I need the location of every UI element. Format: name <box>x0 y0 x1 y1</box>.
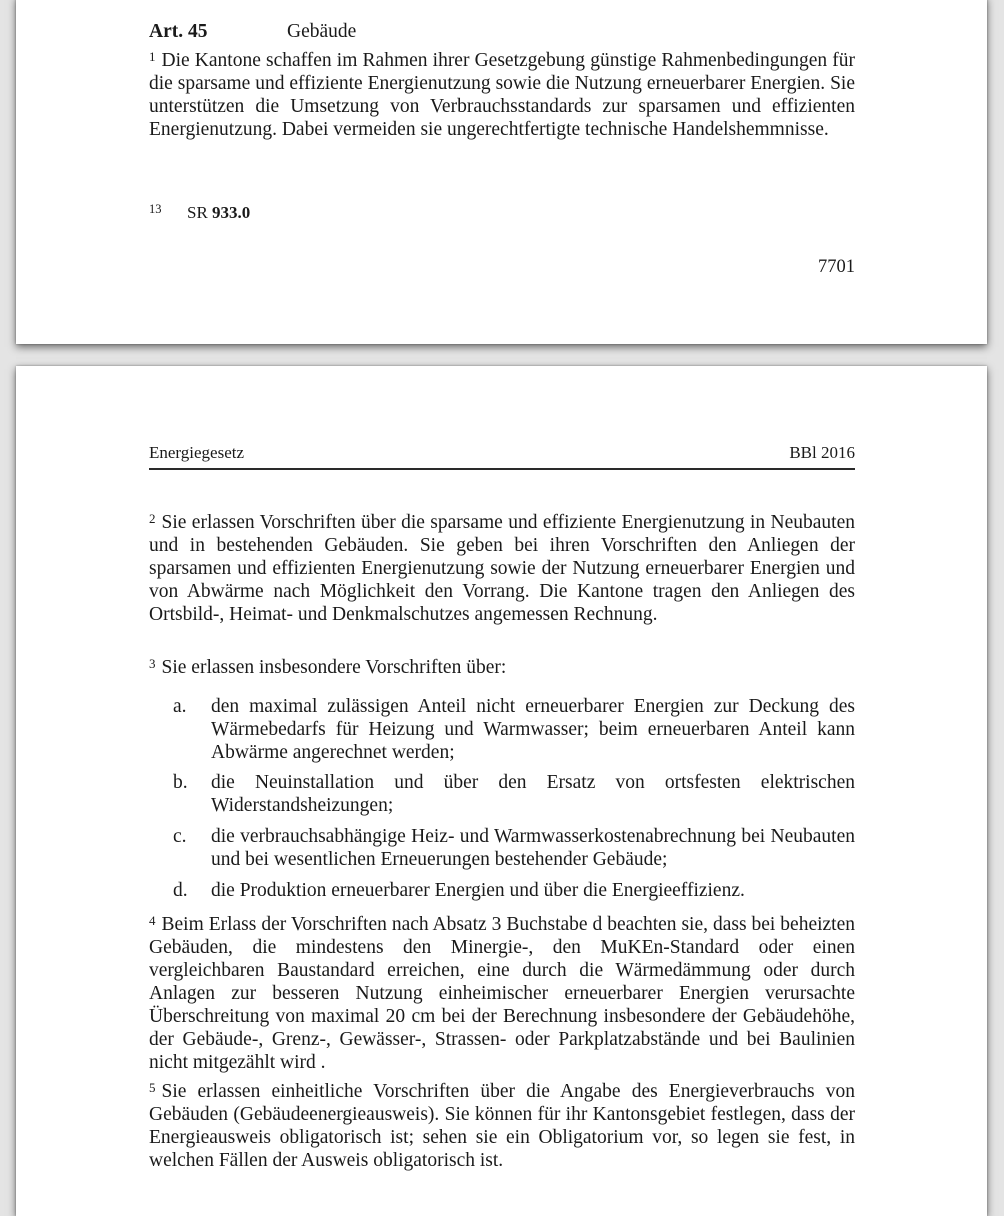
running-title-left: Energiegesetz <box>149 443 245 462</box>
list-item-b <box>149 771 855 817</box>
paragraph-text: Sie erlassen insbesondere Vorschriften über: <box>161 657 507 678</box>
paragraph-text: Sie erlassen einheitliche Vorschriften über die Angabe des Energieverbrauchs von Gebäuden (Gebäudeenergieausweis). Sie können für ihr Kantonsgebiet festlegen, dass der Energieausweis obligatorisch ist; sehen sie ein Obligatorium vor, so legen sie fest, in welchen Fällen der Ausweis obligatorisch ist. <box>149 1081 855 1171</box>
paragraph-text: Beim Erlass der Vorschriften nach Absatz 3 Buchstabe d beachten sie, dass bei beheizten Gebäuden, die mindestens den Minergie-, den MuKEn-Standard oder einen vergleichbaren Baustandard erreichen, eine durch die Wärmedämmung oder durch Anlagen zur besseren Nutzung einheimischer erneuerbarer Energien verursachte Überschreitung von maximal 20 cm bei der Berechnung insbesondere der Gebäudehöhe, der Gebäude-, Grenz-, Gewässer-, Strassen- oder Parkplatzabstände und bei Baulinien nicht mitgezählt wird . <box>149 914 855 1073</box>
article-title: Gebäude <box>287 21 357 42</box>
footnote-prefix: SR <box>187 203 208 222</box>
list-text: die Produktion erneuerbarer Energien und über die Energieeffizienz. <box>211 880 745 901</box>
document-page-top <box>16 0 987 344</box>
list-text: den maximal zulässigen Anteil nicht erneuerbarer Energien zur Deckung des Wärmebedarfs für Heizung und Warmwasser; beim erneuerbaren Anteil kann Abwärme angerechnet werden; <box>211 696 855 763</box>
list-item-d <box>149 879 855 902</box>
document-page-bottom <box>16 366 987 1216</box>
running-title-right: BBl 2016 <box>789 443 855 462</box>
paragraph-4 <box>149 913 855 1074</box>
paragraph-number: 3 <box>149 656 156 671</box>
paragraph-text: Die Kantone schaffen im Rahmen ihrer Gesetzgebung günstige Rahmenbedingungen für die sparsame und effiziente Energienutzung sowie die Nutzung erneuerbarer Energien. Sie unterstützen die Umsetzung von Verbrauchsstandards zur sparsamen und effizienten Energienutzung. Dabei vermeiden sie ungerechtfertigte technische Handelshemmnisse. <box>149 50 855 140</box>
page-number: 7701 <box>818 257 855 277</box>
list-letter: a. <box>173 696 187 717</box>
list-letter: b. <box>173 772 188 793</box>
paragraph-text: Sie erlassen Vorschriften über die sparsame und effiziente Energienutzung in Neubauten und in bestehenden Gebäuden. Sie geben bei ihren Vorschriften den Anliegen der sparsamen und effizienten Energienutzung sowie der Nutzung erneuerbarer Energien und von Abwärme nach Möglichkeit den Vorrang. Die Kantone tragen den Anliegen des Ortsbild-, Heimat- und Denkmalschutzes angemessen Rechnung. <box>149 512 855 625</box>
list-letter: d. <box>173 880 188 901</box>
paragraph-3 <box>149 656 855 679</box>
paragraph-number: 1 <box>149 49 156 64</box>
list-letter: c. <box>173 826 187 847</box>
list-text: die verbrauchsabhängige Heiz- und Warmwasserkostenabrechnung bei Neubauten und bei wesentlichen Erneuerungen bestehender Gebäude; <box>211 826 855 870</box>
paragraph-5 <box>149 1080 855 1172</box>
list-item-a <box>149 695 855 764</box>
list-item-c <box>149 825 855 871</box>
paragraph-number: 2 <box>149 511 156 526</box>
paragraph-number: 5 <box>149 1080 156 1095</box>
footnote-reference: 933.0 <box>212 203 251 222</box>
footnote-number: 13 <box>149 202 162 216</box>
running-header <box>149 440 855 470</box>
list-text: die Neuinstallation und über den Ersatz von ortsfesten elektrischen Widerstandsheizungen; <box>211 772 855 816</box>
article-heading <box>149 20 356 43</box>
article-number: Art. 45 <box>149 21 208 42</box>
paragraph-2 <box>149 511 855 626</box>
footnote <box>149 202 250 223</box>
paragraph-1 <box>149 49 855 141</box>
paragraph-number: 4 <box>149 913 156 928</box>
